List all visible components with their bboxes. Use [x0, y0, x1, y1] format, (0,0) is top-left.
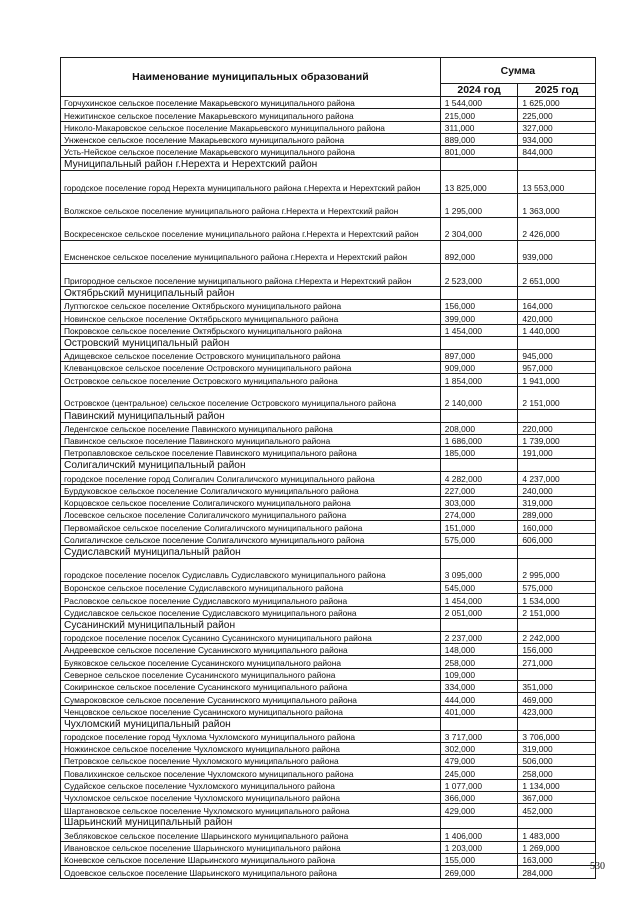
table-body — [61, 97, 596, 879]
amount-2024: 185,000 — [440, 447, 518, 459]
amount-2025: 420,000 — [518, 312, 596, 324]
table-row — [61, 866, 596, 878]
district-name: Сусанинский муниципальный район — [61, 618, 441, 631]
table-row — [61, 434, 596, 446]
amount-2024: 245,000 — [440, 767, 518, 779]
empty-cell — [440, 459, 518, 472]
table-row — [61, 171, 596, 194]
amount-2025: 957,000 — [518, 362, 596, 374]
amount-2025: 240,000 — [518, 484, 596, 496]
empty-cell — [518, 158, 596, 171]
table-row — [61, 533, 596, 545]
settlement-name: Расловское сельское поселение Судиславского муниципального района — [61, 594, 441, 606]
amount-2025: 1 483,000 — [518, 829, 596, 841]
table-row — [61, 668, 596, 680]
table-row — [61, 730, 596, 742]
header-year-2024: 2024 год — [440, 84, 518, 97]
amount-2024: 274,000 — [440, 509, 518, 521]
table-row — [61, 742, 596, 754]
amount-2024: 311,000 — [440, 121, 518, 133]
table-row — [61, 841, 596, 853]
amount-2024: 575,000 — [440, 533, 518, 545]
district-name: Островский муниципальный район — [61, 336, 441, 349]
amount-2025: 1 739,000 — [518, 434, 596, 446]
amount-2024: 1 686,000 — [440, 434, 518, 446]
settlement-name: Бурдуковское сельское поселение Солигаличского муниципального района — [61, 484, 441, 496]
amount-2025: 3 706,000 — [518, 730, 596, 742]
amount-2025: 319,000 — [518, 496, 596, 508]
amount-2024: 1 203,000 — [440, 841, 518, 853]
district-name: Октябрьский муниципальный район — [61, 287, 441, 300]
table-row — [61, 386, 596, 409]
table-row — [61, 121, 596, 133]
amount-2024: 3 717,000 — [440, 730, 518, 742]
table-row — [61, 521, 596, 533]
settlement-name: Емсненское сельское поселение муниципального района г.Нерехта и Нерехтский район — [61, 240, 441, 263]
settlement-name: Николо-Макаровское сельское поселение Макарьевского муниципального района — [61, 121, 441, 133]
settlement-name: Луптюгское сельское поселение Октябрьского муниципального района — [61, 300, 441, 312]
amount-2024: 444,000 — [440, 693, 518, 705]
header-name-column: Наименование муниципальных образований — [61, 58, 441, 97]
amount-2025: 319,000 — [518, 742, 596, 754]
amount-2025: 844,000 — [518, 146, 596, 158]
table-row — [61, 109, 596, 121]
table-row — [61, 829, 596, 841]
settlement-name: Воронское сельское поселение Судиславского муниципального района — [61, 582, 441, 594]
settlement-name: Клеванцовское сельское поселение Островского муниципального района — [61, 362, 441, 374]
settlement-name: Волжское сельское поселение муниципального района г.Нерехта и Нерехтский район — [61, 194, 441, 217]
table-row — [61, 472, 596, 484]
amount-2024: 1 295,000 — [440, 194, 518, 217]
table-row — [61, 264, 596, 287]
amount-2024: 1 406,000 — [440, 829, 518, 841]
amount-2024: 366,000 — [440, 792, 518, 804]
amount-2025: 939,000 — [518, 240, 596, 263]
table-row — [61, 447, 596, 459]
amount-2025: 2 651,000 — [518, 264, 596, 287]
amount-2025: 1 534,000 — [518, 594, 596, 606]
empty-cell — [440, 336, 518, 349]
amount-2024: 151,000 — [440, 521, 518, 533]
amount-2025: 1 941,000 — [518, 374, 596, 386]
table-row — [61, 693, 596, 705]
amount-2025: 4 237,000 — [518, 472, 596, 484]
table-row — [61, 97, 596, 109]
amount-2025: 1 134,000 — [518, 779, 596, 791]
table-row — [61, 146, 596, 158]
empty-cell — [518, 816, 596, 829]
table-row — [61, 133, 596, 145]
empty-cell — [518, 618, 596, 631]
table-row — [61, 324, 596, 336]
table-row — [61, 558, 596, 581]
empty-cell — [440, 287, 518, 300]
settlement-name: Солигаличское сельское поселение Солигаличского муниципального района — [61, 533, 441, 545]
empty-cell — [440, 618, 518, 631]
amount-2024: 303,000 — [440, 496, 518, 508]
table-row — [61, 349, 596, 361]
amount-2025: 423,000 — [518, 705, 596, 717]
amount-2025: 2 242,000 — [518, 631, 596, 643]
empty-cell — [440, 816, 518, 829]
amount-2025: 258,000 — [518, 767, 596, 779]
empty-cell — [518, 336, 596, 349]
amount-2024: 909,000 — [440, 362, 518, 374]
amount-2025: 452,000 — [518, 804, 596, 816]
amount-2025: 327,000 — [518, 121, 596, 133]
amount-2024: 156,000 — [440, 300, 518, 312]
amount-2024: 399,000 — [440, 312, 518, 324]
amount-2025: 934,000 — [518, 133, 596, 145]
table-row — [61, 705, 596, 717]
district-name: Чухломский муниципальный район — [61, 717, 441, 730]
district-name: Павинский муниципальный район — [61, 409, 441, 422]
table-row — [61, 496, 596, 508]
district-section-row — [61, 816, 596, 829]
amount-2024: 2 304,000 — [440, 217, 518, 240]
page-number: 530 — [590, 861, 605, 872]
empty-cell — [518, 409, 596, 422]
amount-2025: 13 553,000 — [518, 171, 596, 194]
empty-cell — [440, 409, 518, 422]
settlement-name: городское поселение город Чухлома Чухломского муниципального района — [61, 730, 441, 742]
table-row — [61, 240, 596, 263]
district-section-row — [61, 717, 596, 730]
table-row — [61, 374, 596, 386]
settlement-name: Первомайское сельское поселение Солигаличского муниципального района — [61, 521, 441, 533]
district-name: Шарьинский муниципальный район — [61, 816, 441, 829]
amount-2025: 575,000 — [518, 582, 596, 594]
settlement-name: Андреевское сельское поселение Сусанинского муниципального района — [61, 644, 441, 656]
settlement-name: Коневское сельское поселение Шарьинского муниципального района — [61, 854, 441, 866]
settlement-name: Чухломское сельское поселение Чухломского муниципального района — [61, 792, 441, 804]
amount-2025: 289,000 — [518, 509, 596, 521]
settlement-name: Островское сельское поселение Островского муниципального района — [61, 374, 441, 386]
amount-2024: 302,000 — [440, 742, 518, 754]
settlement-name: Повалихинское сельское поселение Чухломского муниципального района — [61, 767, 441, 779]
settlement-name: Сумароковское сельское поселение Сусанинского муниципального района — [61, 693, 441, 705]
amount-2025: 351,000 — [518, 680, 596, 692]
amount-2025: 606,000 — [518, 533, 596, 545]
settlement-name: городское поселение город Солигалич Солигаличского муниципального района — [61, 472, 441, 484]
settlement-name: Одоевское сельское поселение Шарьинского муниципального района — [61, 866, 441, 878]
settlement-name: Петровское сельское поселение Чухломского муниципального района — [61, 755, 441, 767]
table-row — [61, 854, 596, 866]
amount-2025: 1 363,000 — [518, 194, 596, 217]
settlement-name: Павинское сельское поселение Павинского муниципального района — [61, 434, 441, 446]
amount-2025: 2 151,000 — [518, 386, 596, 409]
amount-2025: 506,000 — [518, 755, 596, 767]
amount-2024: 4 282,000 — [440, 472, 518, 484]
amount-2024: 892,000 — [440, 240, 518, 263]
table-row — [61, 644, 596, 656]
amount-2024: 227,000 — [440, 484, 518, 496]
table-row — [61, 422, 596, 434]
table-row — [61, 312, 596, 324]
settlement-name: Унженское сельское поселение Макарьевского муниципального района — [61, 133, 441, 145]
settlement-name: Покровское сельское поселение Октябрьского муниципального района — [61, 324, 441, 336]
district-name: Муниципальный район г.Нерехта и Нерехтский район — [61, 158, 441, 171]
amount-2024: 2 140,000 — [440, 386, 518, 409]
settlement-name: Петропавловское сельское поселение Павинского муниципального района — [61, 447, 441, 459]
settlement-name: Судиславское сельское поселение Судиславского муниципального района — [61, 606, 441, 618]
empty-cell — [518, 287, 596, 300]
amount-2025: 945,000 — [518, 349, 596, 361]
amount-2025: 163,000 — [518, 854, 596, 866]
settlement-name: городское поселение город Нерехта муниципального района г.Нерехта и Нерехтский район — [61, 171, 441, 194]
amount-2025: 191,000 — [518, 447, 596, 459]
amount-2024: 215,000 — [440, 109, 518, 121]
amount-2024: 109,000 — [440, 668, 518, 680]
district-section-row — [61, 459, 596, 472]
table-row — [61, 779, 596, 791]
budget-table — [60, 57, 596, 879]
amount-2024: 889,000 — [440, 133, 518, 145]
settlement-name: Нежитинское сельское поселение Макарьевского муниципального района — [61, 109, 441, 121]
amount-2024: 2 523,000 — [440, 264, 518, 287]
amount-2024: 1 077,000 — [440, 779, 518, 791]
amount-2024: 897,000 — [440, 349, 518, 361]
table-row — [61, 194, 596, 217]
district-section-row — [61, 618, 596, 631]
settlement-name: Островское (центральное) сельское поселение Островского муниципального района — [61, 386, 441, 409]
district-name: Солигаличский муниципальный район — [61, 459, 441, 472]
amount-2024: 148,000 — [440, 644, 518, 656]
table-row — [61, 509, 596, 521]
amount-2025: 367,000 — [518, 792, 596, 804]
header-sum-column: Сумма — [440, 58, 595, 84]
amount-2024: 2 237,000 — [440, 631, 518, 643]
amount-2025: 1 440,000 — [518, 324, 596, 336]
district-section-row — [61, 336, 596, 349]
settlement-name: Новинское сельское поселение Октябрьского муниципального района — [61, 312, 441, 324]
amount-2025 — [518, 668, 596, 680]
amount-2024: 429,000 — [440, 804, 518, 816]
table-row — [61, 767, 596, 779]
amount-2024: 1 454,000 — [440, 324, 518, 336]
amount-2024: 334,000 — [440, 680, 518, 692]
settlement-name: Усть-Нейское сельское поселение Макарьевского муниципального района — [61, 146, 441, 158]
settlement-name: Воскресенское сельское поселение муниципального района г.Нерехта и Нерехтский район — [61, 217, 441, 240]
table-row — [61, 484, 596, 496]
settlement-name: городское поселение поселок Сусанино Сусанинского муниципального района — [61, 631, 441, 643]
table-row — [61, 606, 596, 618]
amount-2024: 1 544,000 — [440, 97, 518, 109]
amount-2025: 225,000 — [518, 109, 596, 121]
amount-2025: 1 269,000 — [518, 841, 596, 853]
table-row — [61, 680, 596, 692]
amount-2024: 208,000 — [440, 422, 518, 434]
amount-2025: 284,000 — [518, 866, 596, 878]
settlement-name: Буяковское сельское поселение Сусанинского муниципального района — [61, 656, 441, 668]
table-row — [61, 792, 596, 804]
amount-2024: 545,000 — [440, 582, 518, 594]
settlement-name: городское поселение поселок Судиславль Судиславского муниципального района — [61, 558, 441, 581]
amount-2025: 2 995,000 — [518, 558, 596, 581]
amount-2025: 271,000 — [518, 656, 596, 668]
amount-2024: 801,000 — [440, 146, 518, 158]
settlement-name: Лосевское сельское поселение Солигаличского муниципального района — [61, 509, 441, 521]
amount-2024: 258,000 — [440, 656, 518, 668]
table-row — [61, 582, 596, 594]
empty-cell — [440, 546, 518, 559]
empty-cell — [440, 717, 518, 730]
settlement-name: Сокиринское сельское поселение Сусанинского муниципального района — [61, 680, 441, 692]
district-section-row — [61, 158, 596, 171]
amount-2024: 13 825,000 — [440, 171, 518, 194]
amount-2025: 469,000 — [518, 693, 596, 705]
amount-2024: 3 095,000 — [440, 558, 518, 581]
amount-2025: 164,000 — [518, 300, 596, 312]
district-section-row — [61, 409, 596, 422]
table-row — [61, 804, 596, 816]
table-row — [61, 631, 596, 643]
table-row — [61, 300, 596, 312]
settlement-name: Шартановское сельское поселение Чухломского муниципального района — [61, 804, 441, 816]
amount-2025: 2 426,000 — [518, 217, 596, 240]
empty-cell — [440, 158, 518, 171]
empty-cell — [518, 459, 596, 472]
amount-2024: 401,000 — [440, 705, 518, 717]
settlement-name: Ножкинское сельское поселение Чухломского муниципального района — [61, 742, 441, 754]
amount-2025: 156,000 — [518, 644, 596, 656]
table-row — [61, 594, 596, 606]
header-year-2025: 2025 год — [518, 84, 596, 97]
settlement-name: Ченцовское сельское поселение Сусанинского муниципального района — [61, 705, 441, 717]
settlement-name: Судайское сельское поселение Чухломского муниципального района — [61, 779, 441, 791]
district-name: Судиславский муниципальный район — [61, 546, 441, 559]
amount-2024: 1 454,000 — [440, 594, 518, 606]
district-section-row — [61, 287, 596, 300]
amount-2025: 220,000 — [518, 422, 596, 434]
table-row — [61, 362, 596, 374]
amount-2024: 2 051,000 — [440, 606, 518, 618]
amount-2025: 1 625,000 — [518, 97, 596, 109]
amount-2024: 479,000 — [440, 755, 518, 767]
empty-cell — [518, 717, 596, 730]
settlement-name: Зебляковское сельское поселение Шарьинского муниципального района — [61, 829, 441, 841]
amount-2024: 155,000 — [440, 854, 518, 866]
amount-2025: 2 151,000 — [518, 606, 596, 618]
table-row — [61, 656, 596, 668]
settlement-name: Леденгское сельское поселение Павинского муниципального района — [61, 422, 441, 434]
settlement-name: Ивановское сельское поселение Шарьинского муниципального района — [61, 841, 441, 853]
table-row — [61, 217, 596, 240]
settlement-name: Корцовское сельское поселение Солигаличского муниципального района — [61, 496, 441, 508]
empty-cell — [518, 546, 596, 559]
settlement-name: Адищевское сельское поселение Островского муниципального района — [61, 349, 441, 361]
amount-2024: 1 854,000 — [440, 374, 518, 386]
settlement-name: Северное сельское поселение Сусанинского муниципального района — [61, 668, 441, 680]
district-section-row — [61, 546, 596, 559]
settlement-name: Горчухинское сельское поселение Макарьевского муниципального района — [61, 97, 441, 109]
table-row — [61, 755, 596, 767]
amount-2025: 160,000 — [518, 521, 596, 533]
settlement-name: Пригородное сельское поселение муниципального района г.Нерехта и Нерехтский район — [61, 264, 441, 287]
amount-2024: 269,000 — [440, 866, 518, 878]
